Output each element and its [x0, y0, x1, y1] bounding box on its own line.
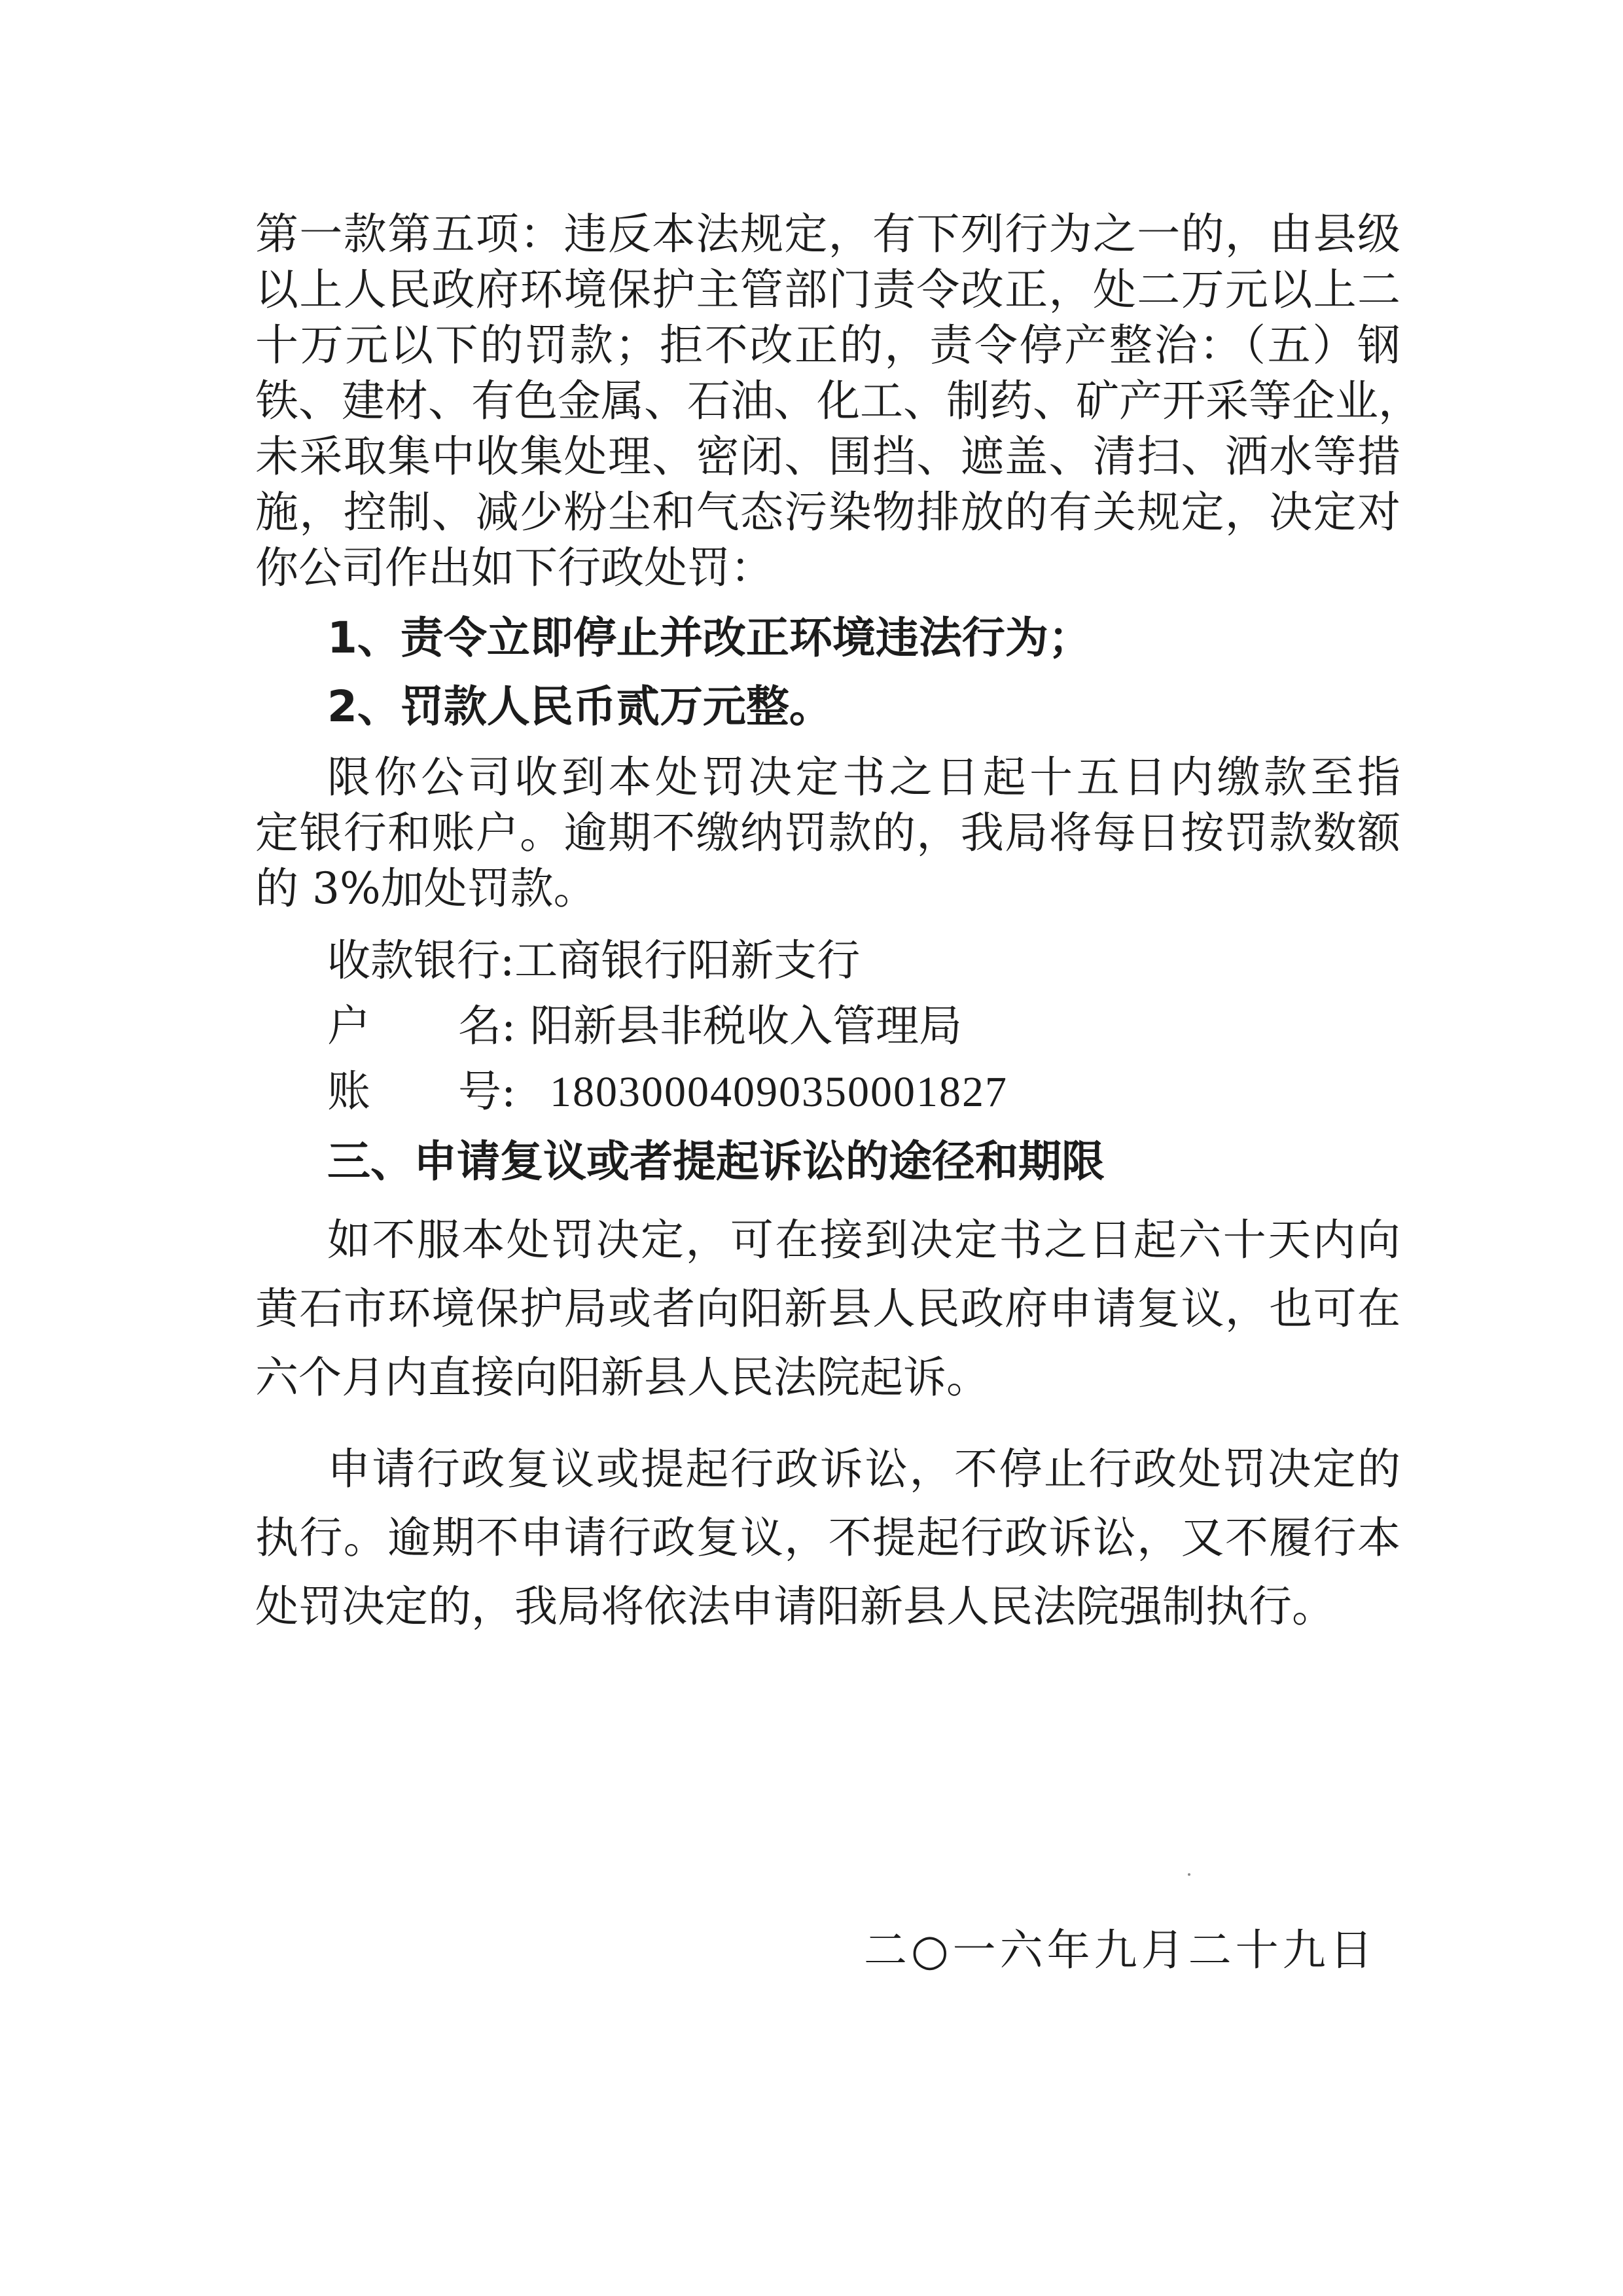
account-name-label-b: 名:	[458, 1001, 516, 1051]
para1-line-5: 未采取集中收集处理、密闭、围挡、遮盖、清扫、洒水等措	[255, 431, 1400, 482]
account-number-row	[327, 1066, 1008, 1119]
penalty-item-1: 1、责令立即停止并改正环境违法行为；	[327, 613, 1092, 663]
account-number-label-b: 号:	[458, 1066, 516, 1117]
para1-line-4: 铁、建材、有色金属、石油、化工、制药、矿产开采等企业，	[255, 376, 1421, 426]
enforce-line-3: 处罚决定的，我局将依法申请阳新县人民法院强制执行。	[255, 1581, 1335, 1632]
payment-line-2: 定银行和账户。逾期不缴纳罚款的，我局将每日按罚款数额	[255, 808, 1400, 858]
review-line-3: 六个月内直接向阳新县人民法院起诉。	[255, 1352, 990, 1403]
issue-date: 二○一六年九月二十九日	[864, 1925, 1377, 1975]
account-name-value: 阳新县非税收入管理局	[530, 1001, 962, 1051]
review-line-2: 黄石市环境保护局或者向阳新县人民政府申请复议，也可在	[255, 1283, 1400, 1334]
bank-row	[327, 935, 860, 987]
account-name-row	[327, 1000, 962, 1052]
section-heading: 三、申请复议或者提起诉讼的途径和期限	[327, 1136, 1105, 1187]
para1-line-1: 第一款第五项：违反本法规定，有下列行为之一的，由县级	[255, 209, 1400, 259]
enforce-line-2: 执行。逾期不申请行政复议，不提起行政诉讼，又不履行本	[255, 1513, 1400, 1563]
account-number-label-a: 账	[327, 1066, 370, 1117]
bank-label: 收款银行:	[327, 935, 515, 986]
para1-line-7: 你公司作出如下行政处罚：	[255, 543, 774, 593]
account-number-value: 18030004090350001827	[550, 1068, 1008, 1116]
review-line-1: 如不服本处罚决定，可在接到决定书之日起六十天内向	[327, 1215, 1400, 1265]
enforce-line-1: 申请行政复议或提起行政诉讼，不停止行政处罚决定的	[327, 1444, 1400, 1494]
penalty-item-2: 2、罚款人民币贰万元整。	[327, 681, 832, 732]
para1-line-3: 十万元以下的罚款；拒不改正的，责令停产整治：（五）钢	[255, 320, 1400, 370]
payment-line-1: 限你公司收到本处罚决定书之日起十五日内缴款至指	[327, 752, 1400, 802]
scan-speck	[1188, 1873, 1190, 1876]
payment-line-3: 的 3%加处罚款。	[255, 863, 597, 914]
account-name-label-a: 户	[327, 1001, 370, 1051]
bank-value: 工商银行阳新支行	[514, 935, 861, 986]
para1-line-2: 以上人民政府环境保护主管部门责令改正，处二万元以上二	[255, 264, 1400, 315]
para1-line-6: 施，控制、减少粉尘和气态污染物排放的有关规定，决定对	[255, 487, 1400, 537]
